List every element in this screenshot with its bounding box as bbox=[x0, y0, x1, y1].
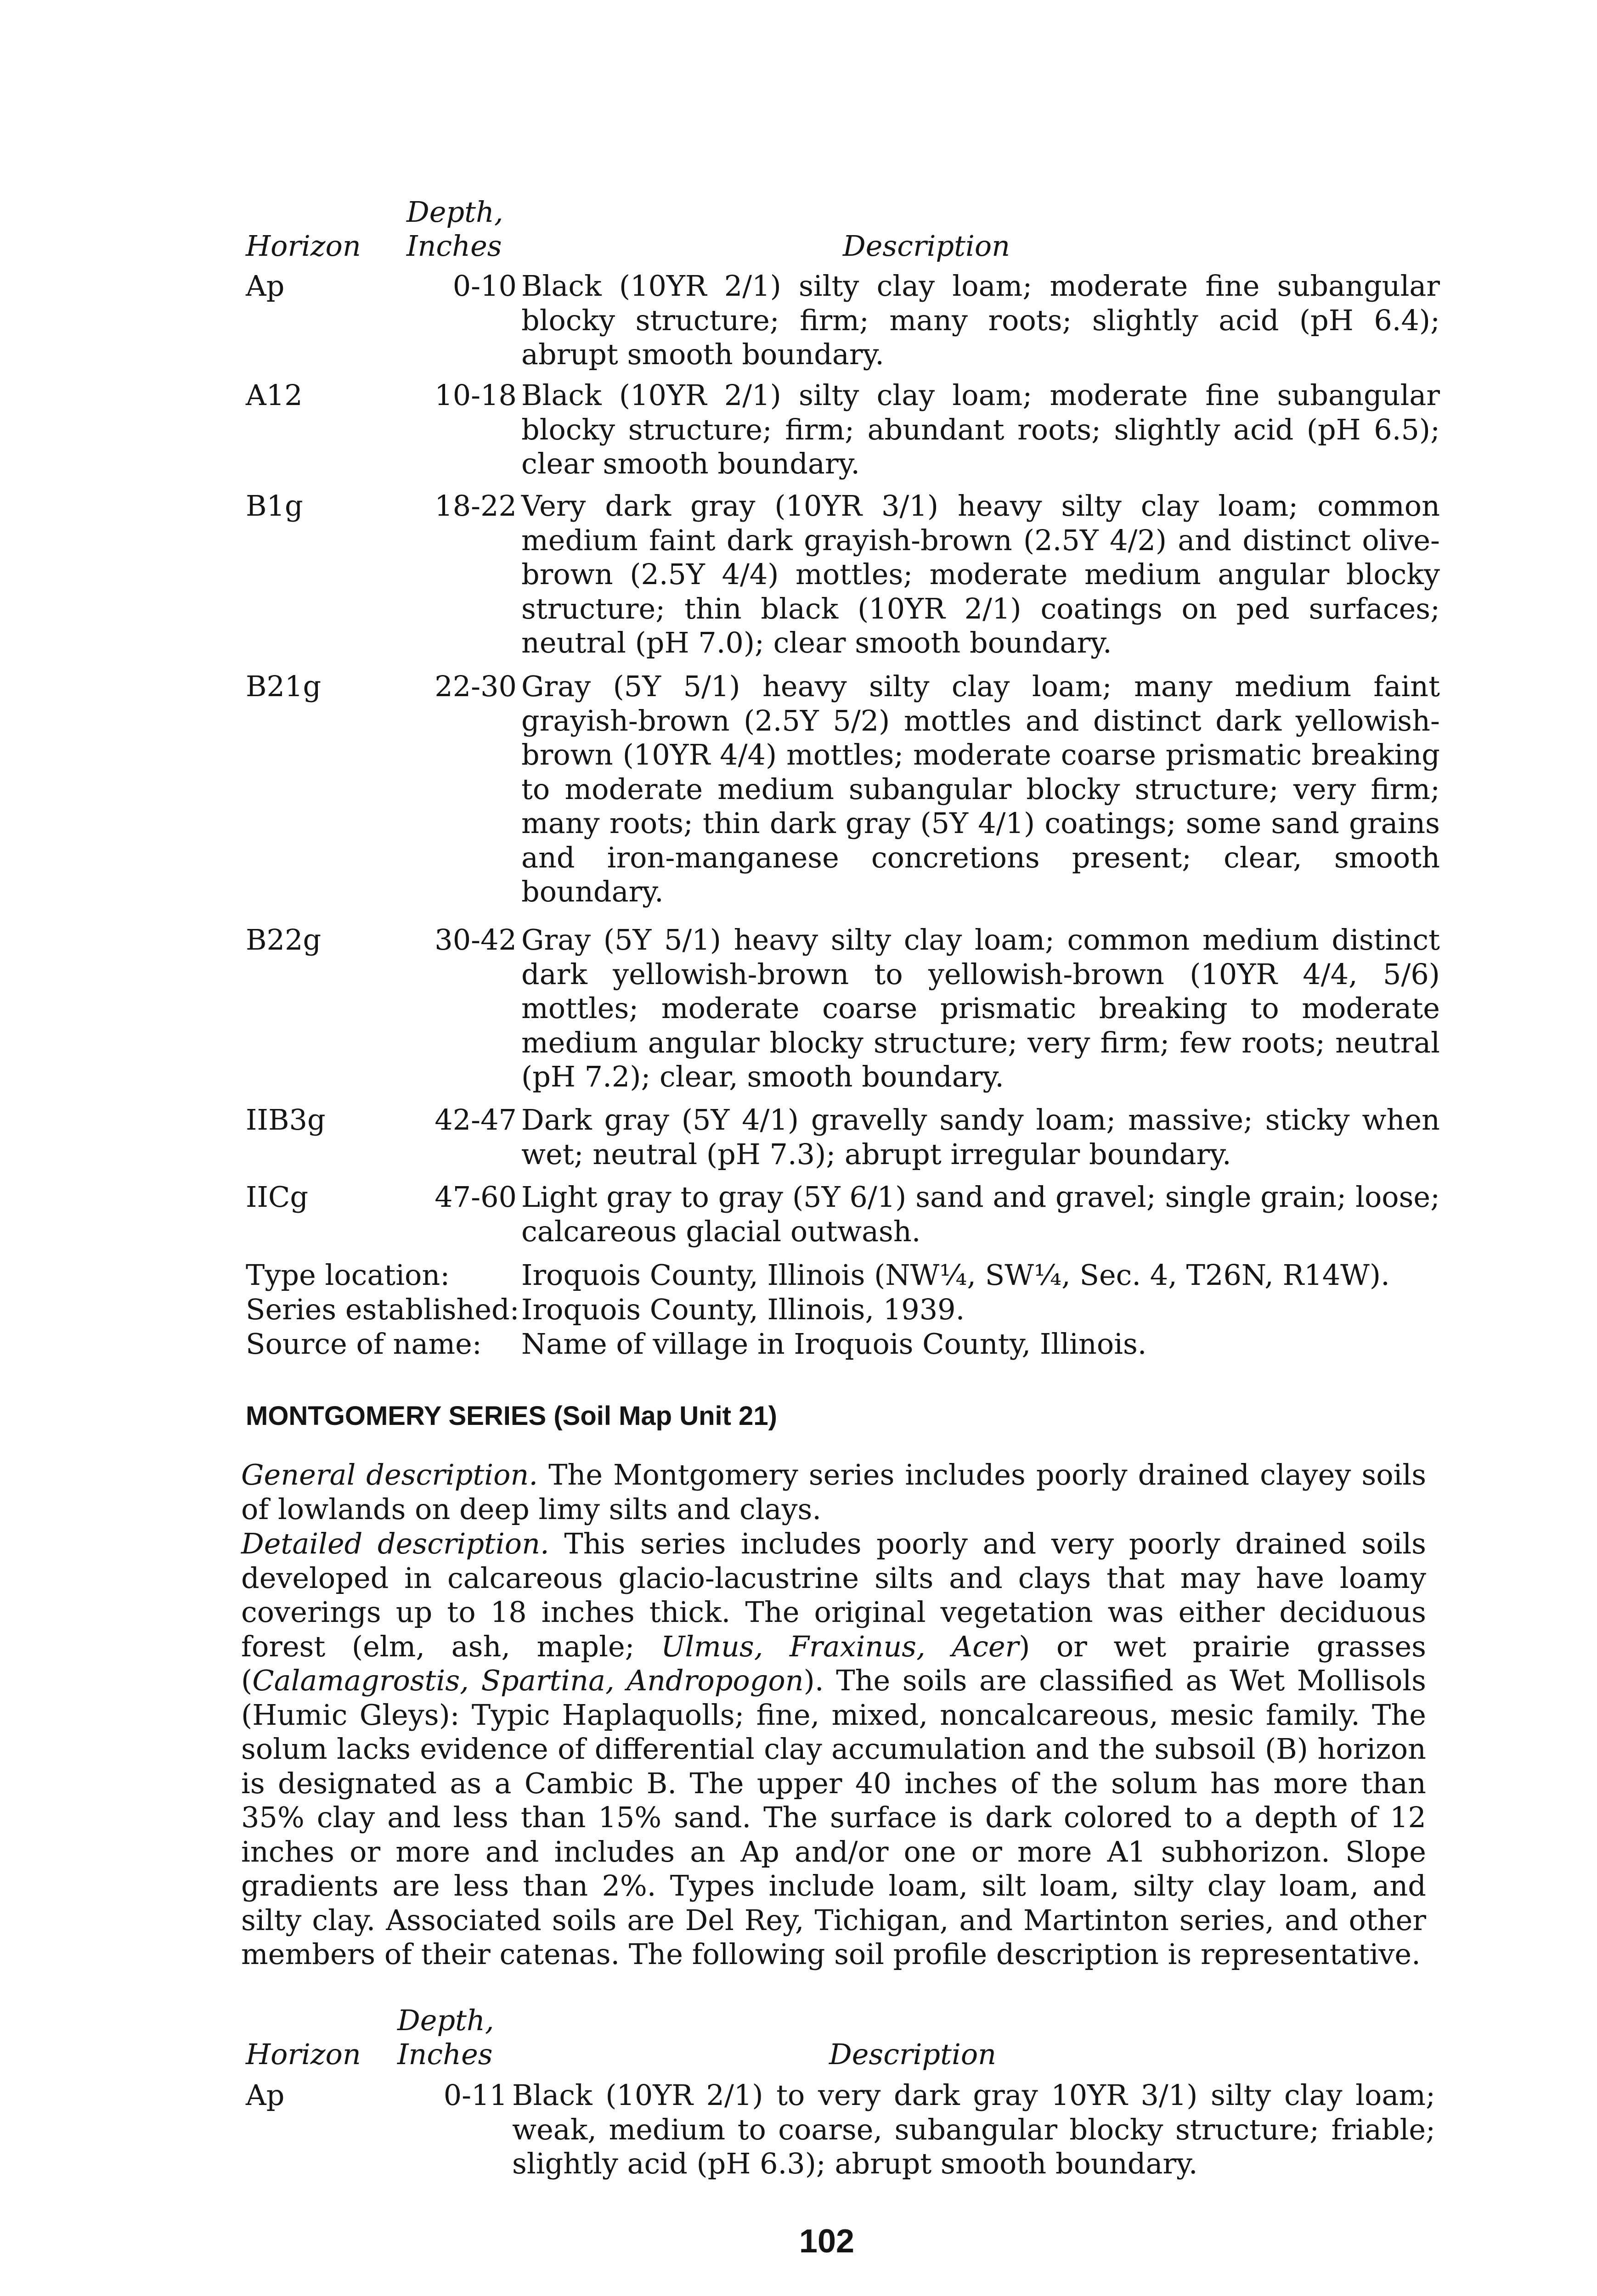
meta-value: Name of village in Iroquois County, Illinois. bbox=[521, 1327, 1147, 1361]
header-depth-line1: Depth, bbox=[406, 195, 503, 229]
header-horizon: Horizon bbox=[246, 2037, 361, 2071]
depth-cell: 10-18 bbox=[435, 378, 517, 412]
table-header bbox=[246, 195, 1435, 264]
table-row bbox=[246, 2078, 1435, 2182]
description-cell: Black (10YR 2/1) silty clay loam; moderate fine subangular blocky structure; firm; many roots; slightly acid (pH 6.4); abrupt smooth boundary. bbox=[521, 269, 1440, 371]
meta-label: Type location: bbox=[246, 1258, 450, 1292]
horizon-cell: IIB3g bbox=[246, 1103, 326, 1137]
table-header bbox=[246, 2003, 1435, 2072]
horizon-cell: B1g bbox=[246, 489, 303, 523]
horizon-cell: Ap bbox=[246, 269, 285, 303]
description-cell: Gray (5Y 5/1) heavy silty clay loam; many medium faint grayish-brown (2.5Y 5/2) mottles and distinct dark yellowish-brown (10YR 4/4) mottles; moderate coarse prismatic breaking to moderate medium subangular blocky structure; very firm; many roots; thin dark gray (5Y 4/1) coatings; some sand grains and iron-manganese concretions present; clear, smooth boundary. bbox=[521, 670, 1440, 908]
meta-value: Iroquois County, Illinois (NW¼, SW¼, Sec. 4, T26N, R14W). bbox=[521, 1258, 1390, 1292]
description-cell: Black (10YR 2/1) to very dark gray 10YR 3/1) silty clay loam; weak, medium to coarse, subangular blocky structure; friable; slightly acid (pH 6.3); abrupt smooth boundary. bbox=[512, 2078, 1435, 2180]
header-depth bbox=[406, 195, 512, 263]
horizon-cell: B22g bbox=[246, 923, 322, 957]
horizon-cell: B21g bbox=[246, 670, 322, 703]
depth-cell: 47-60 bbox=[435, 1180, 517, 1214]
table-row bbox=[246, 1180, 1440, 1249]
general-description-label: General description. bbox=[241, 1458, 538, 1491]
description-cell: Very dark gray (10YR 3/1) heavy silty clay loam; common medium faint dark grayish-brown (2.5Y 4/2) and distinct olive-brown (2.5Y 4/4) mottles; moderate medium angular blocky structure; thin black (10YR 2/1) coatings on ped surfaces; neutral (pH 7.0); clear smooth boundary. bbox=[521, 489, 1440, 659]
depth-cell: 30-42 bbox=[435, 923, 517, 957]
table-row bbox=[246, 489, 1440, 661]
depth-cell: 22-30 bbox=[435, 670, 517, 703]
horizon-cell: IICg bbox=[246, 1180, 309, 1214]
detailed-text-3: ). The soils are classified as Wet Mollisols (Humic Gleys): Typic Haplaquolls; fine, mixed, noncalcareous, mesic family. The solum lacks evidence of differential clay accumulation and the subsoil (B) horizon is designated as a Cambic B. The upper 40 inches of the solum has more than 35% clay and less than 15% sand. The surface is dark colored to a depth of 12 inches or more and includes an Ap and/or one or more A1 subhorizon. Slope gradients are less than 2%. Types include loam, silt loam, silty clay loam, and silty clay. Associated soils are Del Rey, Tichigan, and Martinton series, and other members of their catenas. The following soil profile description is representative. bbox=[241, 1664, 1426, 1971]
depth-cell: 0-10 bbox=[452, 269, 517, 303]
source-of-name-row bbox=[246, 1327, 1435, 1362]
detailed-text-1: This series includes poorly and very poorly drained soils developed in calcareous glacio-lacustrine silts and clays that may have loamy coverings up to 18 inches thick. The original vegetation was either deciduous forest (elm, ash, maple; bbox=[241, 1527, 1427, 1663]
table-row bbox=[246, 1103, 1440, 1172]
section-unit: (Soil Map Unit 21) bbox=[553, 1401, 777, 1431]
description-cell: Light gray to gray (5Y 6/1) sand and gravel; single grain; loose; calcareous glacial outwash. bbox=[521, 1180, 1440, 1248]
meta-label: Series established: bbox=[246, 1293, 519, 1326]
header-description: Description bbox=[843, 229, 1010, 263]
meta-label: Source of name: bbox=[246, 1327, 482, 1361]
type-location-row bbox=[246, 1258, 1435, 1293]
depth-cell: 0-11 bbox=[443, 2078, 508, 2112]
header-depth-line1: Depth, bbox=[397, 2003, 494, 2037]
depth-cell: 42-47 bbox=[435, 1103, 517, 1137]
description-cell: Black (10YR 2/1) silty clay loam; moderate fine subangular blocky structure; firm; abundant roots; slightly acid (pH 6.5); clear smooth boundary. bbox=[521, 378, 1440, 480]
header-depth-line2: Inches bbox=[397, 2037, 493, 2071]
section-heading bbox=[246, 1401, 777, 1431]
horizon-cell: Ap bbox=[246, 2078, 285, 2112]
description-cell: Dark gray (5Y 4/1) gravelly sandy loam; massive; sticky when wet; neutral (pH 7.3); abrupt irregular boundary. bbox=[521, 1103, 1440, 1171]
general-description-text: The Montgomery series includes poorly drained clayey soils of lowlands on deep limy silts and clays. bbox=[241, 1458, 1427, 1526]
general-description bbox=[241, 1458, 1426, 1526]
meta-value: Iroquois County, Illinois, 1939. bbox=[521, 1293, 965, 1326]
horizon-cell: A12 bbox=[246, 378, 303, 412]
detailed-description-label: Detailed description. bbox=[241, 1527, 549, 1560]
table-row bbox=[246, 269, 1440, 372]
detailed-description bbox=[241, 1527, 1426, 1972]
table-row bbox=[246, 670, 1440, 911]
page-number: 102 bbox=[799, 2223, 855, 2260]
detailed-text-2: ) or wet prairie grasses ( bbox=[241, 1629, 1426, 1697]
series-established-row bbox=[246, 1293, 1435, 1327]
detailed-italic-1: Ulmus, Fraxinus, Acer bbox=[661, 1629, 1019, 1663]
header-depth-line2: Inches bbox=[406, 229, 502, 263]
detailed-italic-2: Calamagrostis, Spartina, Andropogon bbox=[252, 1664, 804, 1697]
description-cell: Gray (5Y 5/1) heavy silty clay loam; common medium distinct dark yellowish-brown to yellowish-brown (10YR 4/4, 5/6) mottles; moderate coarse prismatic breaking to moderate medium angular blocky structure; very firm; few roots; neutral (pH 7.2); clear, smooth boundary. bbox=[521, 923, 1440, 1093]
table-row bbox=[246, 923, 1440, 1095]
section-title: MONTGOMERY SERIES bbox=[246, 1401, 547, 1431]
header-horizon: Horizon bbox=[246, 229, 361, 263]
depth-cell: 18-22 bbox=[435, 489, 517, 523]
header-depth bbox=[397, 2003, 503, 2071]
header-description: Description bbox=[829, 2037, 997, 2071]
table-row bbox=[246, 378, 1440, 482]
